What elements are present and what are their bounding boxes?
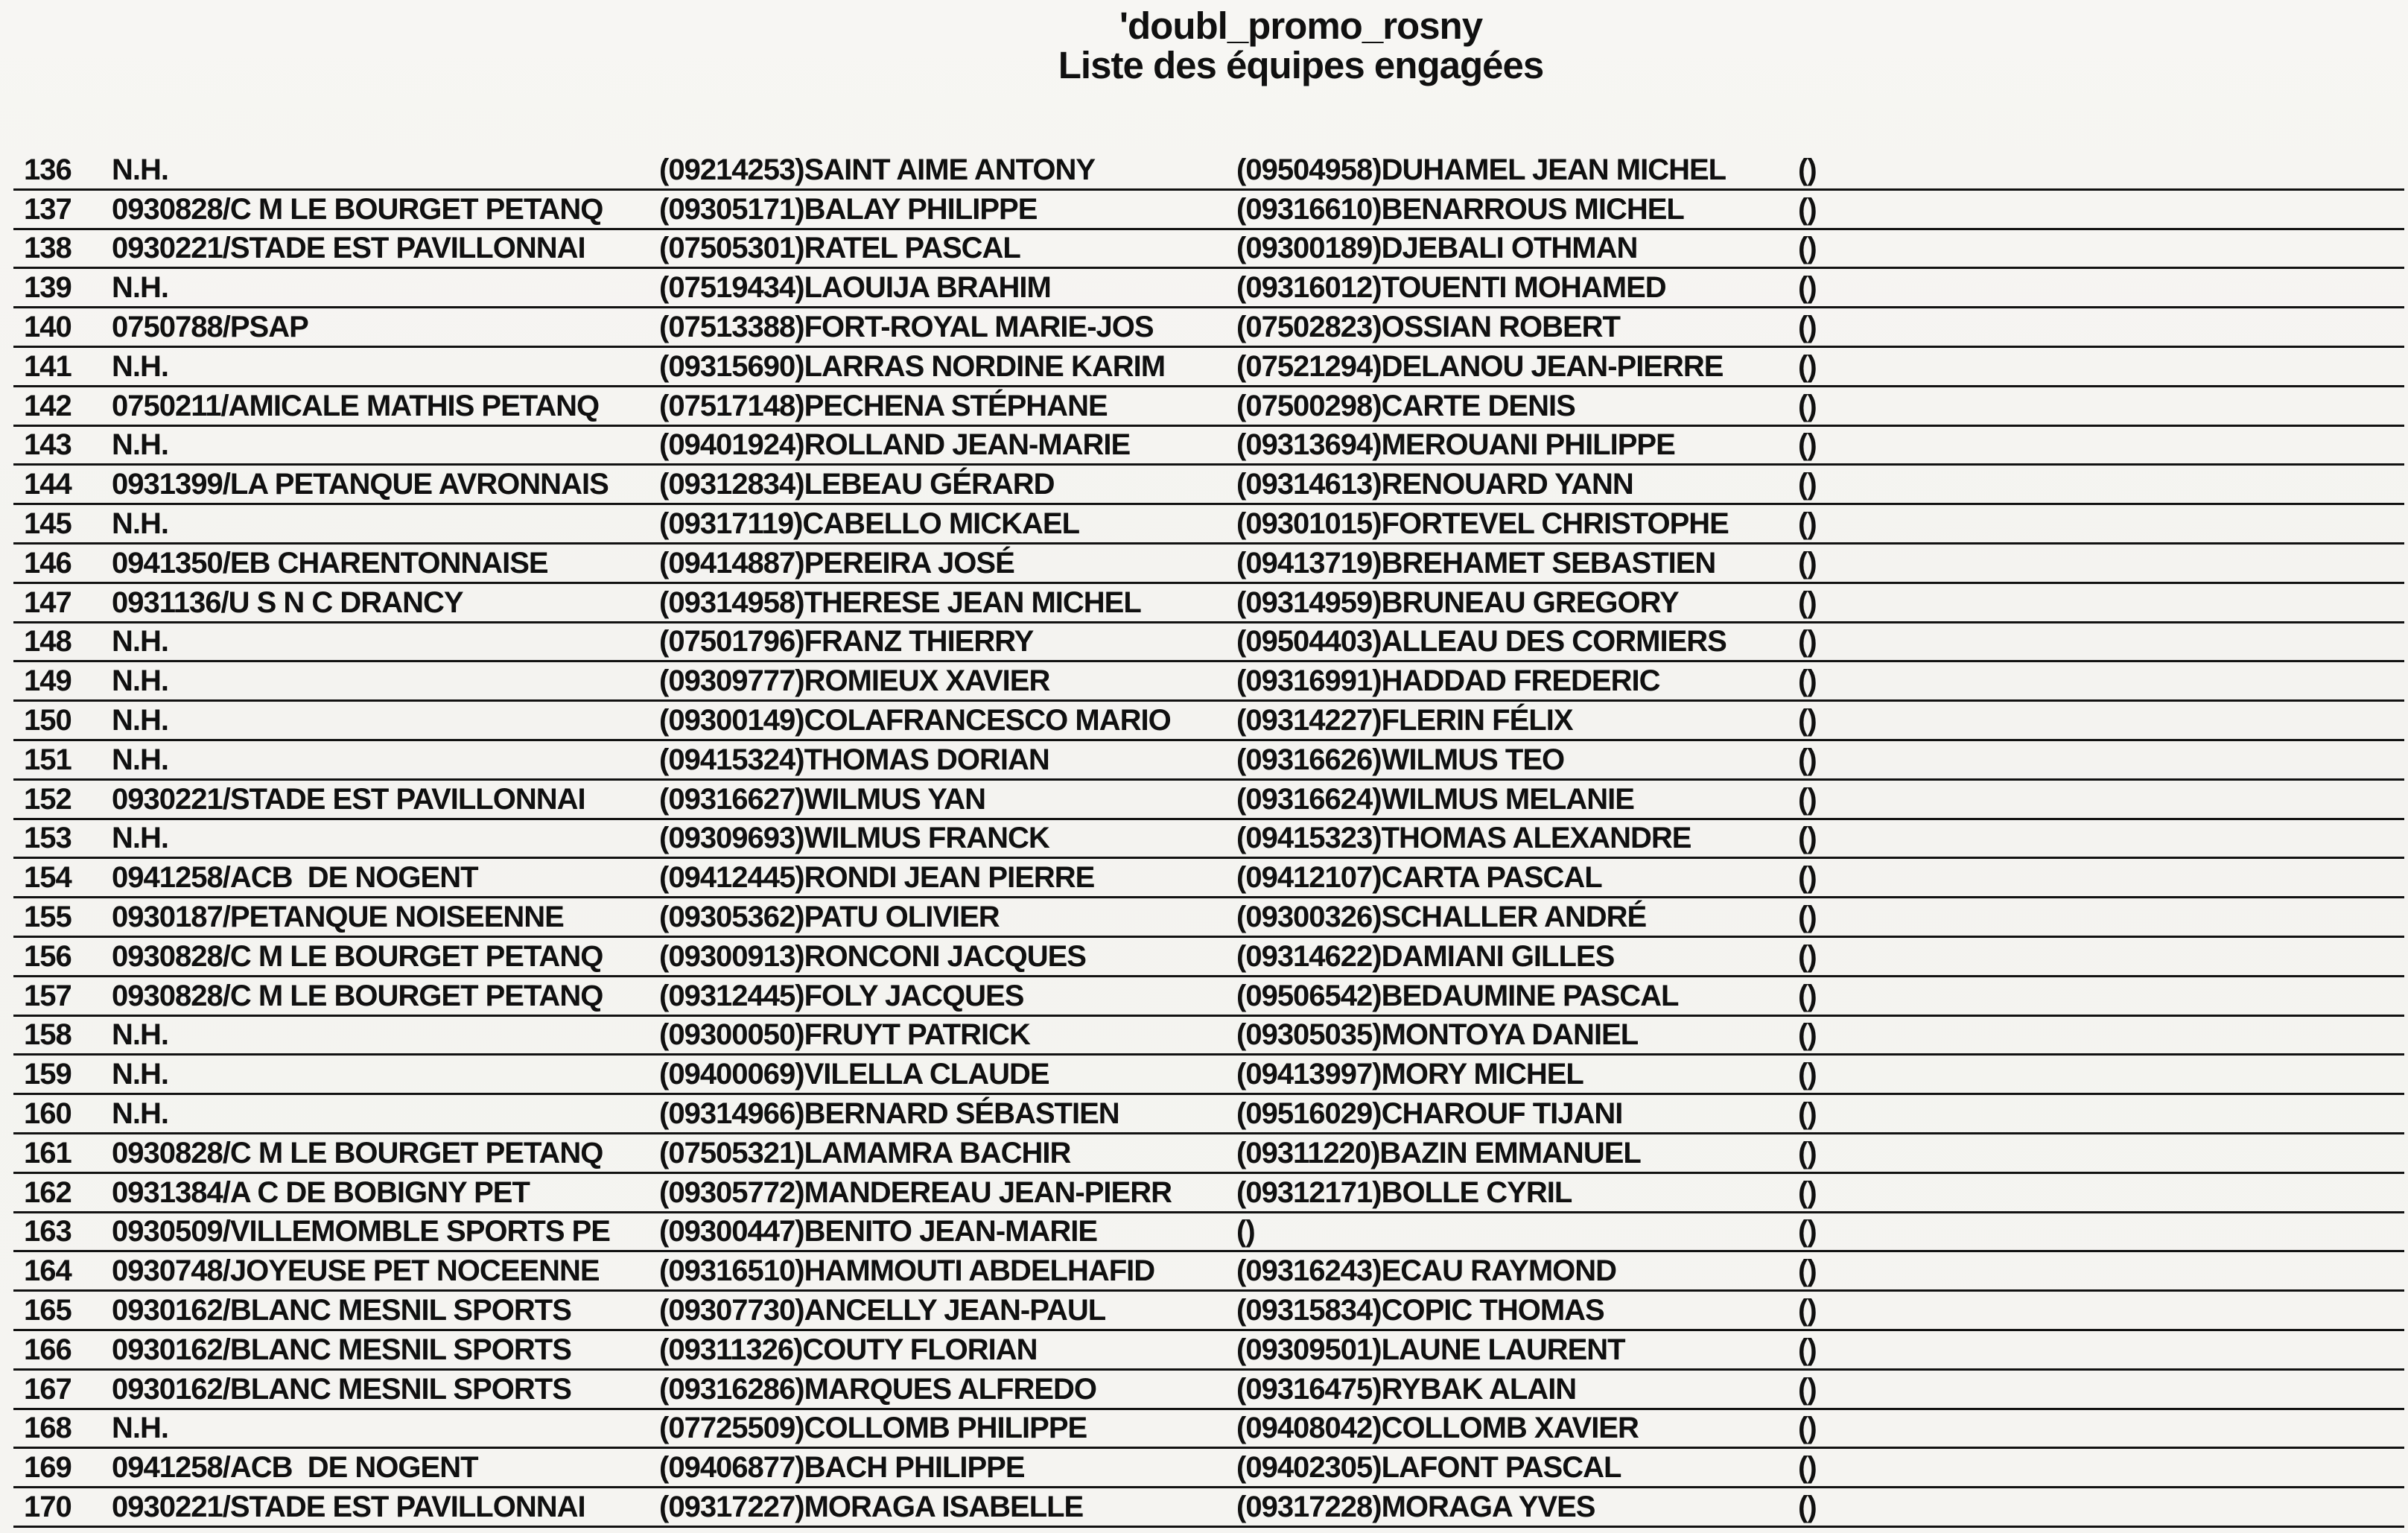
club-name: 0930828/C M LE BOURGET PETANQ — [112, 979, 603, 1012]
club-name: N.H. — [112, 1058, 168, 1091]
team-number: 165 — [24, 1293, 72, 1327]
club-name: 0930221/STADE EST PAVILLONNAI — [112, 1490, 585, 1523]
player2: (09402305)LAFONT PASCAL — [1236, 1451, 1621, 1485]
empty-parens: () — [1798, 1293, 1817, 1327]
team-number: 161 — [24, 1136, 72, 1169]
team-number: 170 — [24, 1490, 72, 1523]
club-name: 0930221/STADE EST PAVILLONNAI — [112, 232, 585, 265]
player2: (09317228)MORAGA YVES — [1236, 1490, 1595, 1523]
player1: (09400069)VILELLA CLAUDE — [659, 1058, 1049, 1091]
player1: (09300050)FRUYT PATRICK — [659, 1018, 1030, 1052]
table-row — [13, 859, 2404, 898]
team-number: 168 — [24, 1412, 72, 1445]
empty-parens: () — [1798, 782, 1817, 816]
player1: (09305171)BALAY PHILIPPE — [659, 192, 1038, 226]
empty-parens: () — [1798, 900, 1817, 933]
table-row — [13, 466, 2404, 505]
player2: (09316475)RYBAK ALAIN — [1236, 1372, 1577, 1406]
team-number: 146 — [24, 546, 72, 580]
player2: (09316991)HADDAD FREDERIC — [1236, 664, 1660, 698]
club-name: N.H. — [112, 153, 168, 186]
player1: (09309777)ROMIEUX XAVIER — [659, 664, 1050, 698]
player2: (09316243)ECAU RAYMOND — [1236, 1254, 1617, 1288]
table-row — [13, 1213, 2404, 1253]
player2: (09415323)THOMAS ALEXANDRE — [1236, 822, 1691, 855]
player1: (09300149)COLAFRANCESCO MARIO — [659, 703, 1171, 737]
team-number: 151 — [24, 743, 72, 776]
team-number: 162 — [24, 1175, 72, 1209]
table-row — [13, 387, 2404, 427]
club-name: 0930187/PETANQUE NOISEENNE — [112, 900, 564, 933]
table-row — [13, 1292, 2404, 1331]
club-name: N.H. — [112, 822, 168, 855]
table-row — [13, 938, 2404, 977]
empty-parens: () — [1798, 1372, 1817, 1406]
team-number: 148 — [24, 625, 72, 658]
club-name: N.H. — [112, 507, 168, 540]
document-subtitle: Liste des équipes engagées — [1058, 44, 1544, 86]
player1: (09312445)FOLY JACQUES — [659, 979, 1024, 1012]
player2: (09314613)RENOUARD YANN — [1236, 468, 1633, 501]
player1: (07517148)PECHENA STÉPHANE — [659, 389, 1108, 422]
player1: (09307730)ANCELLY JEAN-PAUL — [659, 1293, 1106, 1327]
empty-parens: () — [1798, 428, 1817, 462]
table-row — [13, 1017, 2404, 1056]
table-row — [13, 820, 2404, 860]
empty-parens: () — [1798, 1058, 1817, 1091]
player2: (09408042)COLLOMB XAVIER — [1236, 1412, 1639, 1445]
player2: (09301015)FORTEVEL CHRISTOPHE — [1236, 507, 1729, 540]
club-name: N.H. — [112, 1018, 168, 1052]
club-name: N.H. — [112, 743, 168, 776]
player2: (09315834)COPIC THOMAS — [1236, 1293, 1604, 1327]
table-row — [13, 1252, 2404, 1292]
team-number: 156 — [24, 939, 72, 973]
player2: (09412107)CARTA PASCAL — [1236, 861, 1602, 895]
empty-parens: () — [1798, 664, 1817, 698]
empty-parens: () — [1798, 192, 1817, 226]
team-number: 153 — [24, 822, 72, 855]
team-number: 169 — [24, 1451, 72, 1485]
table-row — [13, 1371, 2404, 1410]
table-row — [13, 427, 2404, 466]
empty-parens: () — [1798, 979, 1817, 1012]
team-number: 158 — [24, 1018, 72, 1052]
empty-parens: () — [1798, 703, 1817, 737]
player2: (07500298)CARTE DENIS — [1236, 389, 1575, 422]
player1: (09214253)SAINT AIME ANTONY — [659, 153, 1096, 186]
club-name: N.H. — [112, 271, 168, 305]
player1: (09317227)MORAGA ISABELLE — [659, 1490, 1084, 1523]
club-name: N.H. — [112, 625, 168, 658]
player2: (07521294)DELANOU JEAN-PIERRE — [1236, 349, 1724, 383]
team-number: 150 — [24, 703, 72, 737]
player2: (09314227)FLERIN FÉLIX — [1236, 703, 1573, 737]
player2: (09313694)MEROUANI PHILIPPE — [1236, 428, 1675, 462]
player2: (09300326)SCHALLER ANDRÉ — [1236, 900, 1647, 933]
empty-parens: () — [1798, 625, 1817, 658]
table-row — [13, 623, 2404, 663]
player2: (09504958)DUHAMEL JEAN MICHEL — [1236, 153, 1726, 186]
team-number: 137 — [24, 192, 72, 226]
table-row — [13, 1134, 2404, 1174]
table-row — [13, 230, 2404, 270]
empty-parens: () — [1798, 743, 1817, 776]
player1: (09305362)PATU OLIVIER — [659, 900, 1000, 933]
table-row — [13, 1410, 2404, 1450]
table-row — [13, 545, 2404, 584]
team-number: 143 — [24, 428, 72, 462]
table-row — [13, 1095, 2404, 1134]
player2: (09506542)BEDAUMINE PASCAL — [1236, 979, 1679, 1012]
table-row — [13, 1056, 2404, 1095]
empty-parens: () — [1798, 1333, 1817, 1366]
empty-parens: () — [1798, 1254, 1817, 1288]
team-number: 144 — [24, 468, 72, 501]
table-row — [13, 702, 2404, 741]
club-name: 0750211/AMICALE MATHIS PETANQ — [112, 389, 600, 422]
table-row — [13, 977, 2404, 1017]
empty-parens: () — [1798, 1490, 1817, 1523]
player2: (09311220)BAZIN EMMANUEL — [1236, 1136, 1641, 1169]
player2: (09516029)CHAROUF TIJANI — [1236, 1096, 1623, 1130]
empty-parens: () — [1798, 507, 1817, 540]
club-name: N.H. — [112, 1412, 168, 1445]
table-row — [13, 191, 2404, 230]
club-name: 0930162/BLANC MESNIL SPORTS — [112, 1293, 571, 1327]
page-title — [97, 0, 2408, 85]
table-row — [13, 898, 2404, 938]
player2: (09314622)DAMIANI GILLES — [1236, 939, 1615, 973]
team-number: 141 — [24, 349, 72, 383]
table-row — [13, 1488, 2404, 1528]
empty-parens: () — [1798, 310, 1817, 343]
player1: (09311326)COUTY FLORIAN — [659, 1333, 1038, 1366]
empty-parens: () — [1798, 1018, 1817, 1052]
player1: (07725509)COLLOMB PHILIPPE — [659, 1412, 1087, 1445]
team-number: 139 — [24, 271, 72, 305]
player2: (09413719)BREHAMET SEBASTIEN — [1236, 546, 1716, 580]
club-name: N.H. — [112, 428, 168, 462]
team-number: 152 — [24, 782, 72, 816]
player1: (09316286)MARQUES ALFREDO — [659, 1372, 1097, 1406]
empty-parens: () — [1798, 1412, 1817, 1445]
club-name: 0931136/U S N C DRANCY — [112, 585, 463, 619]
club-name: 0941350/EB CHARENTONNAISE — [112, 546, 548, 580]
table-row — [13, 781, 2404, 820]
empty-parens: () — [1798, 1136, 1817, 1169]
player1: (09317119)CABELLO MICKAEL — [659, 507, 1080, 540]
empty-parens: () — [1798, 939, 1817, 973]
empty-parens: () — [1798, 585, 1817, 619]
table-row — [13, 741, 2404, 781]
club-name: 0931384/A C DE BOBIGNY PET — [112, 1175, 530, 1209]
empty-parens: () — [1798, 1451, 1817, 1485]
player1: (09316627)WILMUS YAN — [659, 782, 985, 816]
player1: (07505301)RATEL PASCAL — [659, 232, 1020, 265]
club-name: 0930828/C M LE BOURGET PETANQ — [112, 939, 603, 973]
team-number: 138 — [24, 232, 72, 265]
table-row — [13, 348, 2404, 387]
team-number: 159 — [24, 1058, 72, 1091]
club-name: 0930828/C M LE BOURGET PETANQ — [112, 1136, 603, 1169]
table-row — [13, 1331, 2404, 1371]
empty-parens: () — [1798, 1096, 1817, 1130]
document-title: 'doubl_promo_rosny — [1119, 4, 1483, 47]
player1: (09312834)LEBEAU GÉRARD — [659, 468, 1055, 501]
empty-parens: () — [1798, 546, 1817, 580]
player1: (09309693)WILMUS FRANCK — [659, 822, 1049, 855]
empty-parens: () — [1798, 271, 1817, 305]
club-name: 0930162/BLANC MESNIL SPORTS — [112, 1333, 571, 1366]
table-row — [13, 269, 2404, 308]
player2: (09316012)TOUENTI MOHAMED — [1236, 271, 1666, 305]
player2: (09316610)BENARROUS MICHEL — [1236, 192, 1684, 226]
player1: (07519434)LAOUIJA BRAHIM — [659, 271, 1051, 305]
player2: (07502823)OSSIAN ROBERT — [1236, 310, 1620, 343]
player1: (09315690)LARRAS NORDINE KARIM — [659, 349, 1166, 383]
club-name: 0941258/ACB DE NOGENT — [112, 861, 478, 895]
team-number: 163 — [24, 1215, 72, 1248]
empty-parens: () — [1798, 468, 1817, 501]
team-number: 149 — [24, 664, 72, 698]
empty-parens: () — [1798, 153, 1817, 186]
team-number: 154 — [24, 861, 72, 895]
team-number: 166 — [24, 1333, 72, 1366]
team-number: 155 — [24, 900, 72, 933]
player1: (09314958)THERESE JEAN MICHEL — [659, 585, 1141, 619]
table-row — [13, 1449, 2404, 1488]
player1: (09316510)HAMMOUTI ABDELHAFID — [659, 1254, 1155, 1288]
club-name: 0930221/STADE EST PAVILLONNAI — [112, 782, 585, 816]
player1: (09305772)MANDEREAU JEAN-PIERR — [659, 1175, 1172, 1209]
empty-parens: () — [1798, 822, 1817, 855]
table-row — [13, 662, 2404, 702]
player2: (09300189)DJEBALI OTHMAN — [1236, 232, 1638, 265]
player1: (09406877)BACH PHILIPPE — [659, 1451, 1025, 1485]
club-name: N.H. — [112, 664, 168, 698]
player2: (09309501)LAUNE LAURENT — [1236, 1333, 1625, 1366]
teams-table — [13, 151, 2404, 1528]
empty-parens: () — [1798, 1175, 1817, 1209]
team-number: 157 — [24, 979, 72, 1012]
player2: () — [1236, 1215, 1255, 1248]
player1: (07513388)FORT-ROYAL MARIE-JOS — [659, 310, 1154, 343]
team-number: 142 — [24, 389, 72, 422]
player1: (09300447)BENITO JEAN-MARIE — [659, 1215, 1098, 1248]
club-name: 0930828/C M LE BOURGET PETANQ — [112, 192, 603, 226]
player2: (09413997)MORY MICHEL — [1236, 1058, 1583, 1091]
club-name: N.H. — [112, 1096, 168, 1130]
empty-parens: () — [1798, 1215, 1817, 1248]
empty-parens: () — [1798, 232, 1817, 265]
player2: (09504403)ALLEAU DES CORMIERS — [1236, 625, 1726, 658]
table-row — [13, 1174, 2404, 1213]
team-number: 160 — [24, 1096, 72, 1130]
player2: (09316626)WILMUS TEO — [1236, 743, 1565, 776]
club-name: N.H. — [112, 349, 168, 383]
player2: (09312171)BOLLE CYRIL — [1236, 1175, 1572, 1209]
empty-parens: () — [1798, 389, 1817, 422]
team-number: 136 — [24, 153, 72, 186]
club-name: 0931399/LA PETANQUE AVRONNAIS — [112, 468, 609, 501]
club-name: N.H. — [112, 703, 168, 737]
table-row — [13, 584, 2404, 623]
player2: (09305035)MONTOYA DANIEL — [1236, 1018, 1639, 1052]
empty-parens: () — [1798, 861, 1817, 895]
club-name: 0930748/JOYEUSE PET NOCEENNE — [112, 1254, 600, 1288]
club-name: 0930509/VILLEMOMBLE SPORTS PE — [112, 1215, 610, 1248]
player1: (09414887)PEREIRA JOSÉ — [659, 546, 1014, 580]
player1: (09412445)RONDI JEAN PIERRE — [659, 861, 1095, 895]
team-number: 147 — [24, 585, 72, 619]
table-row — [13, 505, 2404, 545]
club-name: 0941258/ACB DE NOGENT — [112, 1451, 478, 1485]
club-name: 0930162/BLANC MESNIL SPORTS — [112, 1372, 571, 1406]
player1: (09415324)THOMAS DORIAN — [659, 743, 1049, 776]
player1: (07505321)LAMAMRA BACHIR — [659, 1136, 1071, 1169]
player1: (09300913)RONCONI JACQUES — [659, 939, 1086, 973]
table-row — [13, 151, 2404, 191]
player1: (09401924)ROLLAND JEAN-MARIE — [659, 428, 1131, 462]
player1: (07501796)FRANZ THIERRY — [659, 625, 1034, 658]
club-name: 0750788/PSAP — [112, 310, 308, 343]
team-number: 140 — [24, 310, 72, 343]
player1: (09314966)BERNARD SÉBASTIEN — [659, 1096, 1119, 1130]
empty-parens: () — [1798, 349, 1817, 383]
team-number: 167 — [24, 1372, 72, 1406]
team-number: 145 — [24, 507, 72, 540]
team-number: 164 — [24, 1254, 72, 1288]
table-row — [13, 308, 2404, 348]
player2: (09314959)BRUNEAU GREGORY — [1236, 585, 1679, 619]
player2: (09316624)WILMUS MELANIE — [1236, 782, 1634, 816]
